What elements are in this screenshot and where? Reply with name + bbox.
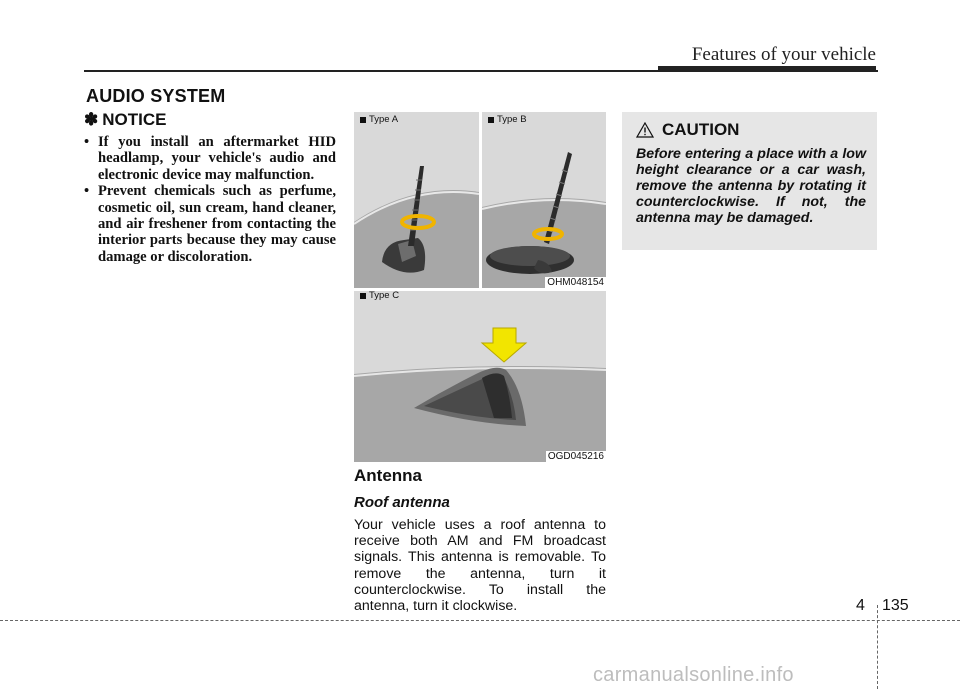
footer-divider [877, 605, 878, 689]
notice-heading [84, 110, 336, 130]
bullet-icon: • [84, 134, 90, 150]
bullet-icon: • [84, 183, 90, 200]
antenna-type-c-illustration [354, 288, 606, 462]
caution-heading [636, 120, 739, 140]
figure-antenna-type-c [354, 288, 606, 462]
notice-list [84, 134, 336, 265]
caution-box [622, 112, 877, 250]
antenna-block [354, 466, 606, 614]
figure-label-type-c [360, 290, 399, 301]
roof-antenna-subheading: Roof antenna [354, 494, 450, 511]
notice-item [84, 134, 336, 183]
warning-triangle-icon [636, 122, 654, 138]
square-bullet-icon [360, 117, 366, 123]
square-bullet-icon [360, 293, 366, 299]
header-rule-accent [658, 66, 876, 72]
antenna-body-text: Your vehicle uses a roof antenna to receive both AM and FM broadcast signals. This antenna is removable. To remove the antenna, turn it counterclockwise. To install the antenna, turn it clockwise. [354, 517, 606, 615]
notice-item-text: If you install an aftermarket HID headlamp, your vehicle's audio and electronic device may malfunction. [98, 134, 336, 183]
square-bullet-icon [488, 117, 494, 123]
figure-label-type-a-text: Type A [369, 114, 399, 125]
notice-star-icon: ✽ [84, 110, 99, 129]
header-title: Features of your vehicle [691, 44, 876, 65]
notice-item-text: Prevent chemicals such as perfume, cosmetic oil, sun cream, hand cleaner, and air freshener from contacting the interior parts because they may cause damage or discoloration. [98, 183, 336, 265]
footer-rule [0, 620, 960, 621]
antenna-heading: Antenna [354, 466, 422, 485]
caution-heading-text: CAUTION [662, 120, 740, 139]
page-chapter: 4 [856, 597, 865, 614]
antenna-types-ab-illustration [354, 112, 606, 288]
caution-body-text: Before entering a place with a low height clearance or a car wash, remove the antenna by rotating it counterclockwise. If not, the antenna may be damaged. [636, 146, 866, 226]
figure-code-bottom: OGD045216 [547, 451, 604, 462]
watermark: carmanualsonline.info [593, 664, 794, 686]
figure-label-type-b [488, 114, 527, 125]
figure-label-type-a [360, 114, 398, 125]
section-title: AUDIO SYSTEM [86, 86, 226, 106]
figure-label-type-c-text: Type C [369, 290, 400, 301]
notice-heading-text: NOTICE [102, 110, 167, 129]
figure-code-top: OHM048154 [547, 277, 604, 288]
figure-antenna-types-ab [354, 112, 606, 288]
notice-block [84, 110, 336, 265]
figure-label-type-b-text: Type B [497, 114, 527, 125]
notice-item [84, 183, 336, 265]
page-number: 135 [882, 597, 909, 614]
